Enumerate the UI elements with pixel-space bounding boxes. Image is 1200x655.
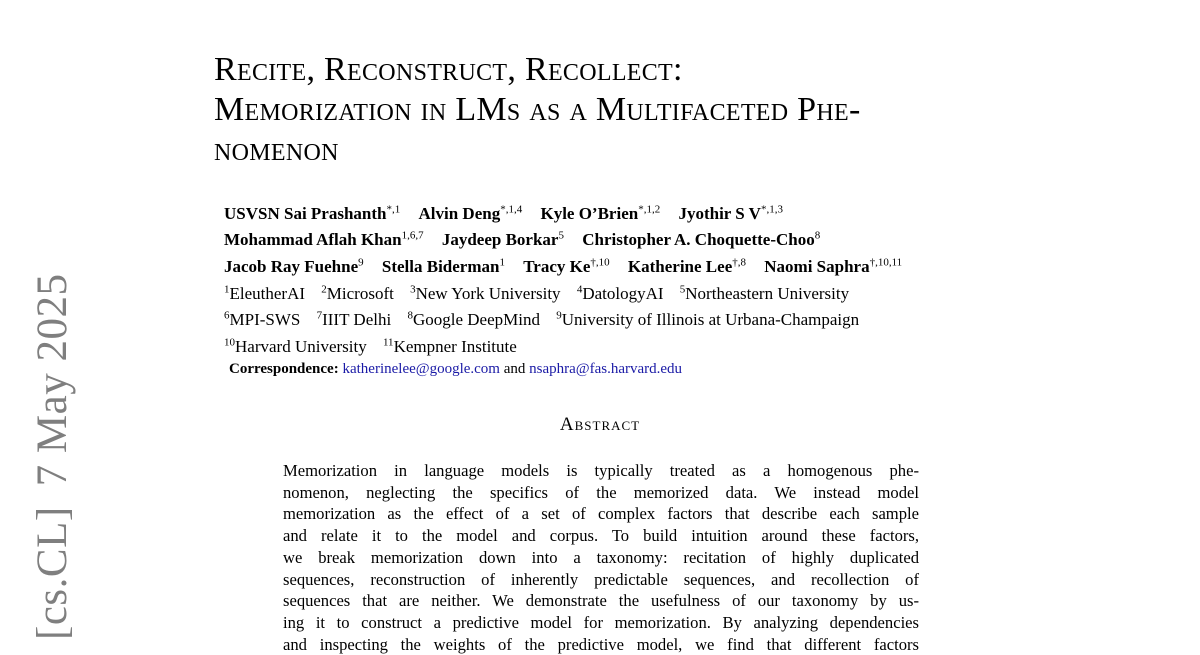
affiliation: $^2$Microsoft [321, 282, 394, 303]
affiliation-row [224, 331, 1104, 358]
arxiv-category: [cs.CL] [29, 506, 76, 640]
author-name: Christopher A. Choquette-Choo$^8$ [582, 229, 821, 250]
title-line: nomenon [214, 131, 339, 168]
affiliation: $^7$IIIT Delhi [316, 309, 392, 330]
author-row [224, 225, 1104, 252]
arxiv-date: 7 May 2025 [29, 273, 76, 487]
affiliation: $^6$MPI-SWS [224, 309, 301, 330]
author-name: Tracy $Ke^{\dagger,10}$ [523, 256, 610, 276]
author-block [224, 198, 1104, 381]
abstract-line: memorization as the effect of a set of complex factors that describe each sample [283, 504, 919, 524]
abstract-line: and inspecting the weights of the predictive model, we find that different factors [283, 634, 919, 654]
affiliation-row [224, 278, 1104, 305]
author-name: USVSN Sai Prashanth$^{*,1}$ [224, 203, 401, 223]
affiliation: $^3$New York University [410, 282, 561, 303]
abstract-line: and relate it to the model and corpus. To build intuition around these factors, [283, 526, 919, 546]
author-name: Jyothir S $V^{*,1,3}$ [678, 203, 783, 223]
abstract-line: sequences that are neither. We demonstrate the usefulness of our taxonomy by us- [283, 591, 919, 611]
abstract-line: nomenon, neglecting the specifics of the memorized data. We instead model [283, 482, 919, 502]
affiliation: $^9$University of Illinois at Urbana-Champaign [556, 309, 860, 330]
affiliation: $^8$Google DeepMind [407, 309, 540, 330]
affiliation: $^1$EleutherAI [224, 282, 306, 303]
author-row [224, 251, 1104, 278]
affiliation: $^4$DatologyAI [576, 282, 664, 303]
abstract-body [283, 460, 919, 655]
affiliation-row [224, 305, 1104, 332]
affiliation: $^5$Northeastern University [679, 282, 850, 303]
title-line: Memorization in LMs as a Multifaceted Phe- [214, 91, 861, 128]
email-link-2[interactable]: nsaphra@fas.harvard.edu [529, 360, 683, 377]
abstract-line: we break memorization down into a taxonomy: recitation of highly duplicated [283, 547, 919, 567]
arxiv-stamp [28, 274, 77, 640]
abstract-heading: Abstract [559, 414, 641, 435]
abstract-line: Memorization in language models is typically treated as a homogenous phe- [283, 461, 919, 480]
author-name: Katherine Lee$^{\dagger,8}$ [627, 256, 746, 276]
affiliation: $^{11}$Kempner Institute [382, 336, 517, 356]
author-name: Alvin Deng$^{*,1,4}$ [418, 203, 523, 223]
affiliation: $^{10}$Harvard University [224, 336, 367, 356]
correspondence-label: Correspondence: [229, 360, 339, 377]
author-name: Stella Biderman$^1$ [381, 256, 505, 276]
author-name: Kyle O’Brien$^{*,1,2}$ [540, 203, 661, 223]
abstract-line: sequences, reconstruction of inherently predictable sequences, and recollection of [283, 569, 919, 589]
correspondence-joiner: and [503, 360, 526, 377]
author-name: Naomi Saphra$^{\dagger,10,11}$ [764, 256, 903, 276]
author-name: Jacob Ray Fuehne$^9$ [224, 256, 364, 276]
email-link-1[interactable]: katherinelee@google.com [342, 360, 500, 377]
title-line: Recite, Reconstruct, Recollect: [214, 51, 683, 88]
author-name: Jaydeep Borkar$^5$ [441, 229, 564, 250]
author-name: Mohammad Aflah Khan$^{1,6,7}$ [224, 229, 424, 250]
abstract-line: ing it to construct a predictive model for memorization. By analyzing dependencies [283, 612, 919, 632]
correspondence-line [229, 358, 1104, 381]
paper-title [214, 50, 1014, 170]
author-row [224, 198, 1104, 225]
